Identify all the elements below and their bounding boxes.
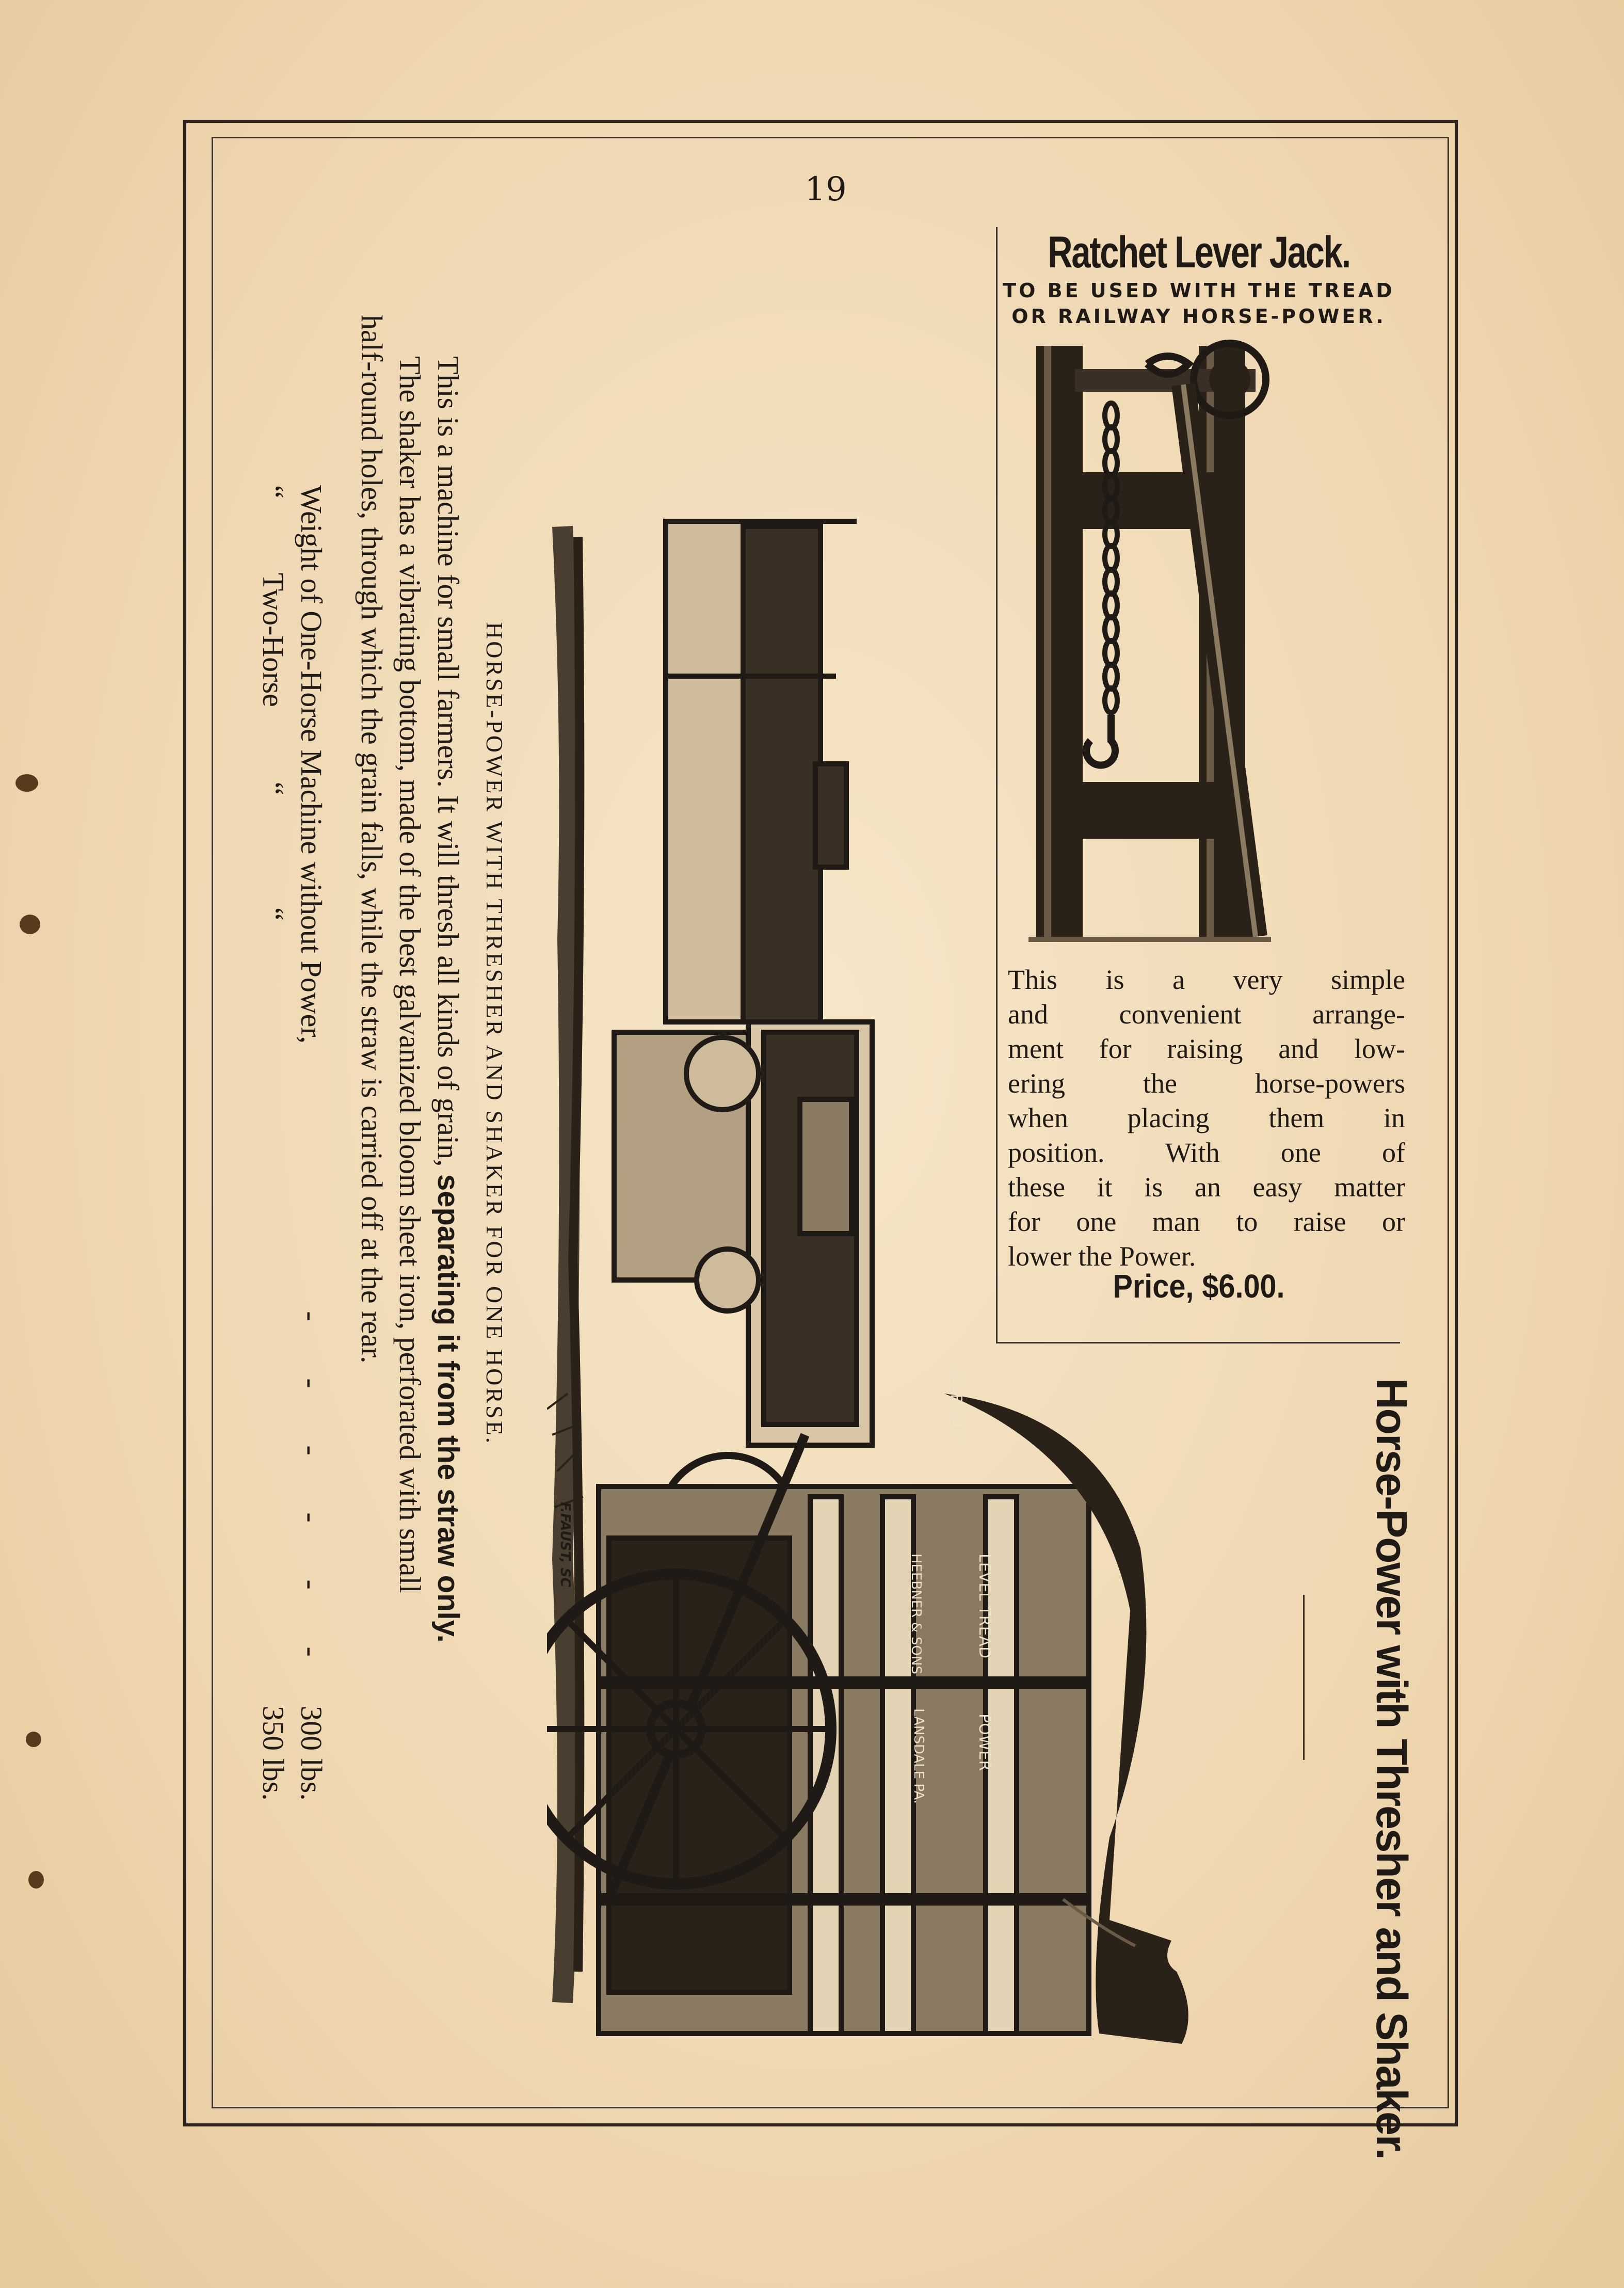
weight-value: 300 lbs. [295,1706,328,1801]
weight-dash: - [295,1579,328,1590]
weight-label: “ Two-Horse “ “ [256,485,290,921]
weights-table [254,485,330,1801]
weight-dash: - [295,1378,328,1388]
weight-dash: - [295,1512,328,1523]
jack-subtitle-line: OR RAILWAY HORSE-POWER. [1011,305,1386,328]
machine-label: HEEBNER & SONS [908,1554,924,1674]
machine-label: LANSDALE PA. [911,1708,926,1804]
horse-power-thresher-illustration [547,506,1280,2044]
jack-description-line: ering the horse-powers [1008,1068,1405,1099]
desc-emphasis: separating it from the straw only. [431,1174,465,1643]
weight-dash: - [295,1445,328,1455]
machine-label: POWER [975,1714,993,1771]
jack-description-line: for one man to raise or [1008,1206,1405,1237]
desc-line [429,315,467,2059]
weight-dash: - [295,1311,328,1321]
jack-description-line: ment for raising and low- [1008,1033,1405,1064]
page-number: 19 [805,170,847,209]
weight-dash: - [295,1646,328,1657]
jack-description-line: lower the Power. [1008,1241,1196,1272]
paper-stain [28,1871,44,1889]
weight-label: Weight of One-Horse Machine without Power, [295,485,328,1044]
jack-price: Price, $6.00. [1113,1268,1285,1305]
machine-label: HEEBNER'S [947,1363,965,1451]
machine-label: LEVEL TREAD [975,1554,993,1659]
paper-stain [26,1732,41,1747]
desc-line: half-round holes, through which the grain falls, while the straw is carried off at the rear. [355,315,389,1364]
thresher-description [352,315,467,2059]
jack-description-line: This is a very simple [1008,964,1405,995]
jack-subtitle [998,278,1400,329]
engraver-credit: F.FAUST, SC [557,1502,573,1588]
paper-stain [15,774,38,792]
weight-row [292,485,330,1801]
weight-value: 350 lbs. [256,1706,290,1801]
illustration-caption: HORSE-POWER WITH THRESHER AND SHAKER FOR ONE HORSE. [481,622,508,1446]
shaker [666,521,857,1022]
desc-text: This is a machine for small farmers. It will thresh all kinds of grain, [431,356,465,1174]
desc-line: The shaker has a vibrating bottom, made of the best galvanized bloom sheet iron, perforated with small [393,356,427,1593]
paper-stain [20,915,40,934]
weight-row [254,485,292,1801]
ground-grass [547,526,583,2003]
jack-title: Ratchet Lever Jack. [1048,228,1350,277]
jack-description-line: when placing them in [1008,1102,1405,1133]
jack-description-line: and convenient arrange- [1008,999,1405,1030]
side-title-rule [1303,1595,1305,1760]
jack-description-line: these it is an easy matter [1008,1172,1405,1203]
thresher-side-title: Horse-Power with Thresher and Shaker. [1368,1378,1416,2159]
jack-description-line: position. With one of [1008,1137,1405,1168]
jack-subtitle-line: TO BE USED WITH THE TREAD [1003,279,1395,302]
